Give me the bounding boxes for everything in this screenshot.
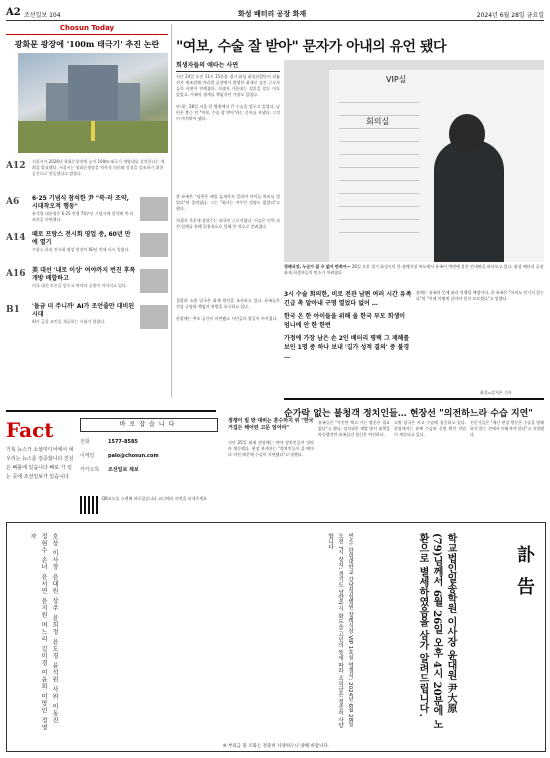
- chosun-today-item[interactable]: [6, 159, 168, 189]
- chosun-today-top-headline[interactable]: 광화문 광장에 '100m 태극기' 추진 논란: [14, 39, 160, 49]
- article-column: 지난 25일 화재 현장에는 여야 정치인들이 잇따라 방문했다. 현장 관계자는 "정치인들이 올 때마다 의전 때문에 수습이 지연됐다"고 말했다.: [228, 440, 314, 457]
- obituary-details: 빈소: 한림대학교 강남성심병원 장례식장 VIP 1호실 영결식: 2024년 6월 28일 오전 7시 장지: 경기도 남양주시 화도읍 고인의 뜻에 따라 조의금은 정중히 사양합니다: [327, 533, 353, 729]
- photo-vip-sign: VIP실: [386, 75, 407, 84]
- obituary-title: 訃告: [514, 545, 535, 609]
- chosun-today-label: Chosun Today: [6, 24, 168, 35]
- chosun-today-item[interactable]: [6, 303, 168, 333]
- fact-box: [6, 410, 216, 522]
- article-column: 한 유족은 "남편은 매일 늦게까지 일하며 아이들 학비를 벌었다"며 울먹였다. 그는 "회사는 아무런 설명도 없었다"고 했다. 희생자 가운데 상당수는 외국인 근로자였다. 이들은 인력 파견 업체를 통해 일용직으로 일해 온 것으로 알려졌다.: [176, 194, 280, 229]
- article-column: 지난 24일 오전 11시 15분쯤 경기 화성 화성산업단지 리튬전지 제조업체 아리셀 공장에서 발생한 화재로 숨진 근로자들의 사연이 전해졌다. 희생자 가운데는 결혼을 앞둔 이도 있었고, 가족의 생계를 책임지던 가장도 있었다. 아내는 28일 서울 한 병원에서 큰 수술을 앞두고 있었다. 남편은 출근 전 "여보, 수술 잘 받아"라는 문자를 보냈다. 그것이 마지막이 됐다.: [176, 74, 280, 121]
- kakao-icon: 카카오톡: [80, 467, 100, 473]
- obituary-mourners: 호상 이사장 윤대원 상주 윤희정 윤도경 윤석원 사위 이동진 정현수 손녀 윤서연 윤지원 며느리 김미경 이윤희 미망인 정영자: [29, 533, 58, 732]
- main-headline[interactable]: "여보, 수술 잘 받아" 문자가 아내의 유언 됐다: [176, 39, 446, 55]
- photo-caption: [284, 264, 544, 275]
- item-text: AI가 금융 조언을 제공하는 시대가 열렸다.: [32, 319, 106, 324]
- pull-quote: 한국 온 한 아이들을 위해 올 한국 부모 희생이 엄니에 안 한 한번: [284, 313, 406, 329]
- item-page-number: B1: [6, 305, 20, 315]
- pull-quote: 가정에 가장 남은 손 2인 배터리 평택 그 재해를 보인 1명 중 하나 보내 '길가 성적 결의' 중 불경 …: [284, 335, 410, 360]
- memorial-photo[interactable]: [284, 60, 544, 262]
- fact-slogan: 기록 뉴스가 소셜미디어에서 퍼 우리는 뉴스를 검증합니다 진실은 뼈틀에 있습니다 뼈로 가 있는 곳에 조선일보가 있습니다: [6, 447, 74, 480]
- victims-story: [176, 60, 280, 75]
- article-column: 소방 당국은 사고 수습에 집중하고 있다. 현장에서는 유해 수습과 신원 확인 작업이 계속되고 있다.: [394, 420, 468, 437]
- chosun-today-item[interactable]: [6, 267, 168, 297]
- item-thumbnail: [140, 197, 168, 221]
- contact-row[interactable]: 전화 1577-8585: [80, 439, 138, 445]
- pull-quotes: [284, 290, 412, 361]
- obituary-ad: [6, 522, 546, 752]
- item-title: 6·25 기념식 참석한 尹 "북·러 조약, 시대착오적 행동": [32, 195, 129, 210]
- qr-text: QR코드를 스캔해 바로잡습니다 코너에서 의견을 보내주세요: [102, 496, 208, 501]
- item-page-number: A16: [6, 269, 26, 279]
- issue-date: 2024년 6월 28일 금요일: [476, 12, 544, 19]
- item-title: 美 대선 '내로 이상' 여야까지 번진 후폭 개방 배합하고: [32, 267, 136, 282]
- item-text: 프랑스 파리 전시회 영업 현장이 60년 만에 다시 열렸다.: [32, 247, 130, 252]
- mourner-figure: [434, 140, 504, 262]
- item-page-number: A12: [6, 161, 26, 171]
- page-number: A2: [6, 7, 21, 18]
- mourner-head: [449, 114, 485, 154]
- article-column: 경찰과 소방 당국은 화재 원인을 조사하고 있다. 유족들은 진상 규명과 책임자 처벌을 요구하고 있다. 현장에는 추모 공간이 마련됐고 시민들의 발길이 이어졌다.: [176, 298, 280, 321]
- article-column: 전문가들은 "재난 현장 방문은 수습을 방해하지 않는 선에서 이뤄져야 한다"고 지적했다.: [470, 420, 544, 437]
- column-divider: [171, 24, 172, 397]
- item-text: 윤석열 대통령은 6·25 전쟁 74주년 기념식에 참석해 북·러 조약을 비판했다.: [32, 211, 134, 222]
- byline: 화성=강지은 기자: [480, 390, 512, 395]
- phone-icon: 전화: [80, 439, 90, 445]
- victims-tag: 희생자들의 애타는 사연: [176, 60, 280, 72]
- email-icon: 이메일: [80, 453, 95, 459]
- item-title: '돌금 더 주니까' AI가 조언줄만 대비된 시대: [32, 303, 135, 318]
- item-page-number: A6: [6, 197, 20, 207]
- paper-name: 조선일보 104: [24, 12, 61, 19]
- pull-quote: 3시 수술 회의한, 비로 전관 남편 여러 시간 유족 긴급 촉 알아내 구명 열었다 없어 …: [284, 291, 412, 307]
- item-thumbnail: [140, 233, 168, 257]
- photo-room-sign: 회의실: [366, 117, 390, 126]
- item-text: 미국 대선 토론을 앞두고 여야의 공방이 이어지고 있다.: [32, 283, 128, 288]
- qr-code-icon[interactable]: [80, 496, 98, 514]
- chosun-today-item[interactable]: [6, 231, 168, 261]
- item-page-number: A14: [6, 233, 26, 243]
- item-thumbnail: [140, 305, 168, 329]
- caption-text: 26일 오후 경기 화성시의 한 장례식장 복도에서 유족이 벽면에 붙은 안내판을 바라보고 있다. 화성 배터리 공장 화재 희생자들의 빈소가 차려졌다.: [284, 264, 544, 275]
- article-column: 유족들은 "사진만 찍고 가는 방문은 필요 없다"고 했다. 정치권은 재발 방지 대책을 약속했지만 유족들의 불신은 여전하다.: [318, 420, 392, 437]
- flag-pole-icon: [91, 121, 95, 141]
- article-column: 장례는 유족의 뜻에 따라 진행될 예정이다. 한 유족은 "아직도 믿기지 않는다"며 "이제 어떻게 살아야 할지 모르겠다"고 말했다.: [416, 290, 544, 301]
- second-subheadline: 정쟁이 빌 방 대비는 혼수까지 위 "한국 거겁든 해어떤 고문 엄어야": [228, 418, 314, 431]
- page-header: [6, 6, 544, 21]
- fact-logo: Fact: [6, 418, 54, 442]
- item-text: 서울시가 2026년 광화문광장에 높이 100m 태극기 게양대를 설치한다는 계획을 발표했다. 서울시는 광화문광장을 역사적 의미와 상징을 강조하기 위한 공간으로 만들겠다고 밝혔다.: [32, 159, 165, 176]
- caption-bold: 경례식장, 누군가 잘 수 없어 반죽어—: [284, 264, 351, 269]
- item-thumbnail: [140, 269, 168, 293]
- chosun-today-column: [6, 24, 168, 397]
- gwanghwamun-photo[interactable]: [18, 53, 168, 153]
- second-headline[interactable]: 순가락 없는 불청객 정치인들… 현장선 "의전하느라 수습 지연": [284, 398, 544, 419]
- chosun-today-item[interactable]: [6, 195, 168, 225]
- contact-row[interactable]: 카카오톡 조선일보 제보: [80, 467, 139, 473]
- obituary-footer: ※ 부의금 및 조화는 정중히 사양하오니 양해 바랍니다.: [222, 744, 330, 749]
- section-title: 화성 배터리 공장 화재: [238, 10, 307, 18]
- contact-row[interactable]: 이메일 palo@chosun.com: [80, 453, 159, 459]
- obituary-announcement: 학교법인일송학원 이사장 윤대원 尹大原 (79)님께서 6월 26일 오후 4시 20분에 노환으로 별세하였음을 삼가 알려드립니다.: [417, 533, 456, 730]
- correction-header: 바로잡습니다: [80, 418, 218, 432]
- item-title: 때로 프랑스 전시회 영업 중, 60년 만에 열기: [32, 231, 131, 246]
